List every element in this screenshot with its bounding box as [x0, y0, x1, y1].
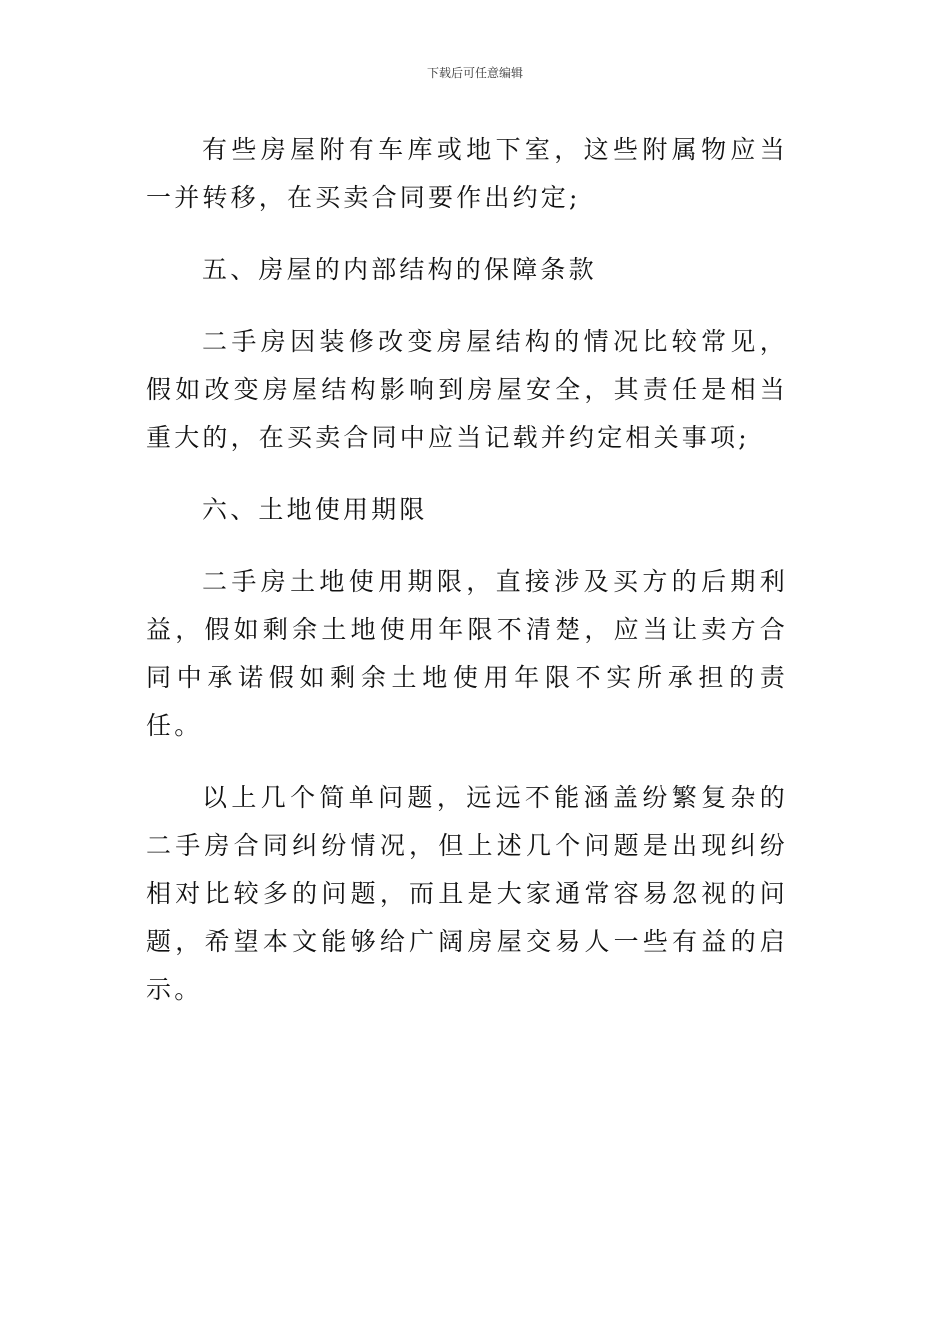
- section-heading-land-term: 六、土地使用期限: [202, 495, 428, 524]
- paragraph-attachments: 有些房屋附有车库或地下室，这些附属物应当一并转移，在买卖合同要作出约定;: [146, 135, 788, 212]
- document-body: [146, 126, 788, 1038]
- section-heading-structure: 五、房屋的内部结构的保障条款: [202, 255, 597, 284]
- paragraph-land-term: 二手房土地使用期限，直接涉及买方的后期利益，假如剩余土地使用年限不清楚，应当让卖方合同中承诺假如剩余土地使用年限不实所承担的责任。: [146, 567, 788, 740]
- page-header: 下载后可任意编辑: [426, 66, 523, 80]
- paragraph-conclusion: 以上几个简单问题，远远不能涵盖纷繁复杂的二手房合同纠纷情况，但上述几个问题是出现纠纷相对比较多的问题，而且是大家通常容易忽视的问题，希望本文能够给广阔房屋交易人一些有益的启示。: [146, 783, 788, 1004]
- paragraph-structure: 二手房因装修改变房屋结构的情况比较常见，假如改变房屋结构影响到房屋安全，其责任是相当重大的，在买卖合同中应当记载并约定相关事项;: [146, 327, 788, 452]
